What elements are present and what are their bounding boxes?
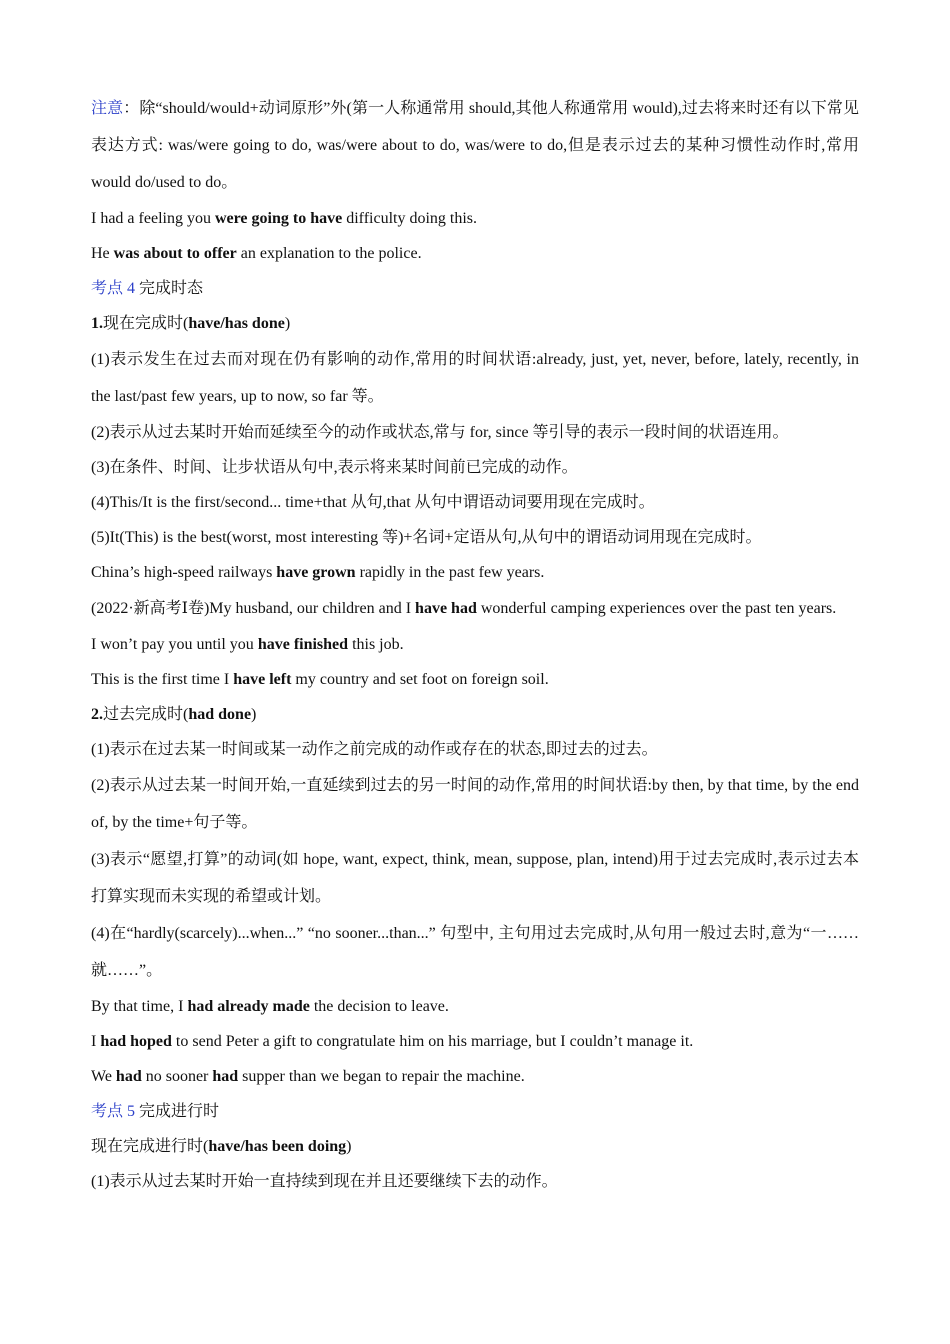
example-sentence xyxy=(91,555,859,590)
example-text: supper than we began to repair the machine. xyxy=(238,1068,525,1085)
example-sentence xyxy=(91,1024,859,1059)
subsection-form: have/has been doing xyxy=(208,1138,347,1155)
subsection-form: had done xyxy=(188,706,252,723)
rule-item: (5)It(This) is the best(worst, most interesting 等)+名词+定语从句,从句中的谓语动词用现在完成时。 xyxy=(91,529,762,546)
example-text: (2022·新高考Ⅰ卷)My husband, our children and I xyxy=(91,600,416,617)
subsection-close: ) xyxy=(251,706,257,723)
example-text: This is the first time I xyxy=(91,671,234,688)
example-bold: have grown xyxy=(276,564,356,581)
subsection-title: 过去完成时( xyxy=(103,706,189,723)
section-heading-point5 xyxy=(91,1094,859,1129)
rule-item: (1)表示发生在过去而对现在仍有影响的动作,常用的时间状语:already, just, yet, never, before, lately, recently, in the last/past few years, up to now, so far 等。 xyxy=(91,351,859,405)
section-heading-point4 xyxy=(91,271,859,306)
example-sentence xyxy=(91,627,859,662)
rule-item: (3)表示“愿望,打算”的动词(如 hope, want, expect, think, mean, suppose, plan, intend)用于过去完成时,表示过去本打算实现而未实现的希望或计划。 xyxy=(91,851,859,905)
example-bold: had hoped xyxy=(100,1033,172,1050)
subsection-heading-2 xyxy=(91,697,859,732)
note-paragraph xyxy=(91,90,859,201)
example-sentence xyxy=(91,590,859,627)
example-text: the decision to leave. xyxy=(309,998,449,1015)
example-text: an explanation to the police. xyxy=(236,245,422,262)
rule-item: (2)表示从过去某时开始而延续至今的动作或状态,常与 for, since 等引导的表示一段时间的状语连用。 xyxy=(91,424,789,441)
point-label: 考点 4 xyxy=(91,280,136,297)
example-bold: had xyxy=(115,1068,142,1085)
example-text: I had a feeling you xyxy=(91,210,215,227)
rule-item: (1)表示从过去某时开始一直持续到现在并且还要继续下去的动作。 xyxy=(91,1173,558,1190)
example-bold: had already made xyxy=(187,998,310,1015)
example-text: rapidly in the past few years. xyxy=(355,564,545,581)
point-label: 考点 5 xyxy=(91,1103,136,1120)
note-text: ：除“should/would+动词原形”外(第一人称通常用 should,其他人称通常用 would),过去将来时还有以下常见表达方式: was/were going to do, was/were about to do, was/were to do,但是表示过去的某种习惯性动作时,常用 would do/used to do。 xyxy=(91,100,859,191)
point-title: 完成时态 xyxy=(135,280,204,297)
example-text: We xyxy=(91,1068,116,1085)
example-bold: were going to have xyxy=(214,210,343,227)
example-text: this job. xyxy=(348,636,404,653)
example-sentence xyxy=(91,201,859,236)
example-sentence xyxy=(91,662,859,697)
example-text: to send Peter a gift to congratulate him on his marriage, but I couldn’t manage it. xyxy=(171,1033,694,1050)
subsection-close: ) xyxy=(284,315,291,332)
subsection-heading-3 xyxy=(91,1129,859,1164)
example-text: no sooner xyxy=(141,1068,213,1085)
example-bold: was about to offer xyxy=(113,245,237,262)
note-label: 注意 xyxy=(91,100,124,117)
example-text: I won’t pay you until you xyxy=(91,636,258,653)
subsection-form: have/has done xyxy=(188,315,285,332)
subsection-number: 1. xyxy=(91,315,103,332)
point-title: 完成进行时 xyxy=(135,1103,220,1120)
example-text: China’s high-speed railways xyxy=(91,564,277,581)
rule-item: (1)表示在过去某一时间或某一动作之前完成的动作或存在的状态,即过去的过去。 xyxy=(91,741,658,758)
example-text: He xyxy=(91,245,114,262)
subsection-number: 2. xyxy=(91,706,103,723)
example-bold: had xyxy=(212,1068,239,1085)
example-sentence xyxy=(91,989,859,1024)
example-text: difficulty doing this. xyxy=(342,210,478,227)
rule-item: (3)在条件、时间、让步状语从句中,表示将来某时间前已完成的动作。 xyxy=(91,459,578,476)
example-text: my country and set foot on foreign soil. xyxy=(291,671,549,688)
example-bold: have left xyxy=(233,671,292,688)
example-text: By that time, I xyxy=(91,998,188,1015)
rule-item: (4)在“hardly(scarcely)...when...” “no sooner...than...” 句型中, 主句用过去完成时,从句用一般过去时,意为“一……就……”。 xyxy=(91,925,859,979)
subsection-close: ) xyxy=(346,1138,352,1155)
example-sentence xyxy=(91,236,859,271)
example-bold: have finished xyxy=(257,636,349,653)
subsection-title: 现在完成进行时( xyxy=(91,1138,209,1155)
example-bold: have had xyxy=(415,600,477,617)
subsection-heading-1 xyxy=(91,306,859,341)
document-page xyxy=(91,90,859,1199)
example-text: I xyxy=(91,1033,101,1050)
example-text: wonderful camping experiences over the past ten years. xyxy=(476,600,837,617)
example-sentence xyxy=(91,1059,859,1094)
subsection-title: 现在完成时( xyxy=(103,315,189,332)
rule-item: (4)This/It is the first/second... time+that 从句,that 从句中谓语动词要用现在完成时。 xyxy=(91,494,655,511)
rule-item: (2)表示从过去某一时间开始,一直延续到过去的另一时间的动作,常用的时间状语:by then, by that time, by the end of, by the time+句子等。 xyxy=(91,777,859,831)
